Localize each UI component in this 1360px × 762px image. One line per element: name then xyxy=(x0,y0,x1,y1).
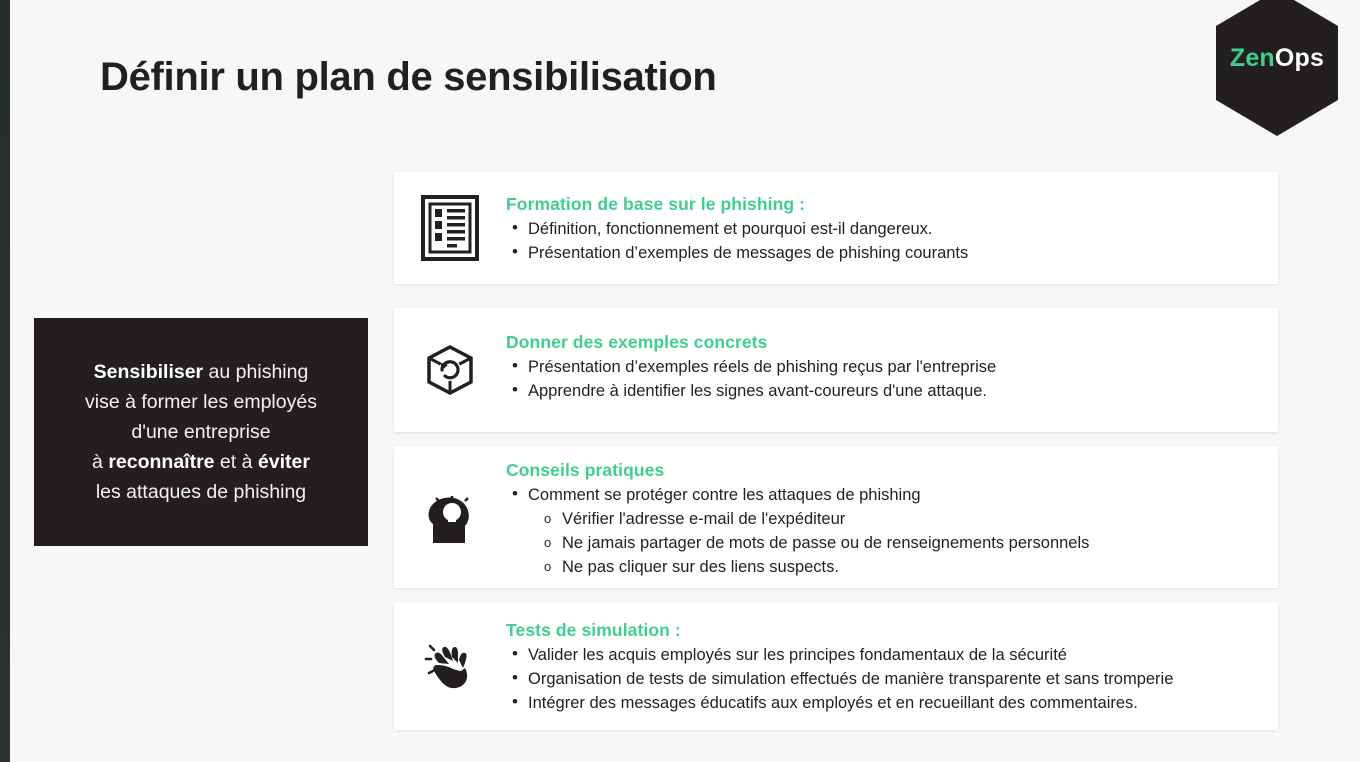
card-heading: Tests de simulation : xyxy=(506,620,681,640)
card-bullet-list xyxy=(506,355,1260,403)
clapping-hands-icon xyxy=(421,637,479,695)
card-bullet-list xyxy=(506,217,1260,265)
content-card xyxy=(394,172,1278,284)
list-item: • Présentation d’exemples réels de phishing reçus par l'entreprise xyxy=(506,355,1260,379)
card-body xyxy=(506,446,1278,579)
card-icon-container xyxy=(394,488,506,546)
card-heading: Formation de base sur le phishing : xyxy=(506,194,806,214)
card-body xyxy=(506,602,1278,715)
summary-bold-sensibiliser: Sensibiliser xyxy=(93,361,204,383)
summary-line3: d'une entreprise xyxy=(131,421,271,443)
summary-line2: vise à former les employés xyxy=(85,391,317,413)
logo-text-ops: Ops xyxy=(1274,44,1325,72)
list-item: o Ne pas cliquer sur des liens suspects. xyxy=(540,555,1260,579)
package-cycle-icon xyxy=(421,341,479,399)
list-item: • Comment se protéger contre les attaques de phishing xyxy=(506,483,1260,507)
card-bullet-list xyxy=(506,643,1260,715)
list-item: o Ne jamais partager de mots de passe ou de renseignements personnels xyxy=(540,531,1260,555)
card-body xyxy=(506,172,1278,265)
summary-line4-mid: et à xyxy=(214,451,258,473)
content-card xyxy=(394,446,1278,588)
card-subbullet-list xyxy=(506,507,1260,579)
summary-panel xyxy=(34,318,368,546)
page-title: Définir un plan de sensibilisation xyxy=(100,55,717,99)
list-item: • Définition, fonctionnement et pourquoi est-il dangereux. xyxy=(506,217,1260,241)
logo-text-zen: Zen xyxy=(1229,44,1275,72)
card-icon-container xyxy=(394,341,506,399)
summary-line1-rest: au phishing xyxy=(203,361,309,383)
card-heading: Conseils pratiques xyxy=(506,460,665,480)
list-item: • Présentation d’exemples de messages de phishing courants xyxy=(506,241,1260,265)
list-item: • Intégrer des messages éducatifs aux employés et en recueillant des commentaires. xyxy=(506,691,1260,715)
summary-bold-reconnaitre: reconnaître xyxy=(108,451,215,473)
summary-bold-eviter: éviter xyxy=(257,451,310,473)
list-item: • Organisation de tests de simulation effectués de manière transparente et sans tromperie xyxy=(506,667,1260,691)
left-accent-bar-inner xyxy=(0,0,10,762)
card-icon-container xyxy=(394,637,506,695)
card-bullet-list xyxy=(506,483,1260,507)
head-idea-icon xyxy=(421,488,479,546)
document-list-icon xyxy=(421,195,479,261)
card-heading: Donner des exemples concrets xyxy=(506,332,768,352)
card-body xyxy=(506,308,1278,403)
summary-line5: les attaques de phishing xyxy=(95,481,307,503)
content-card xyxy=(394,602,1278,730)
summary-line4-pre: à xyxy=(92,451,109,473)
list-item: • Apprendre à identifier les signes avant-coureurs d'une attaque. xyxy=(506,379,1260,403)
list-item: o Vérifier l'adresse e-mail de l'expéditeur xyxy=(540,507,1260,531)
logo-text xyxy=(1212,44,1342,73)
summary-text xyxy=(85,357,317,507)
content-card xyxy=(394,308,1278,432)
logo xyxy=(1212,0,1342,136)
list-item: • Valider les acquis employés sur les principes fondamentaux de la sécurité xyxy=(506,643,1260,667)
left-accent-bar xyxy=(0,0,10,762)
card-icon-container xyxy=(394,195,506,261)
